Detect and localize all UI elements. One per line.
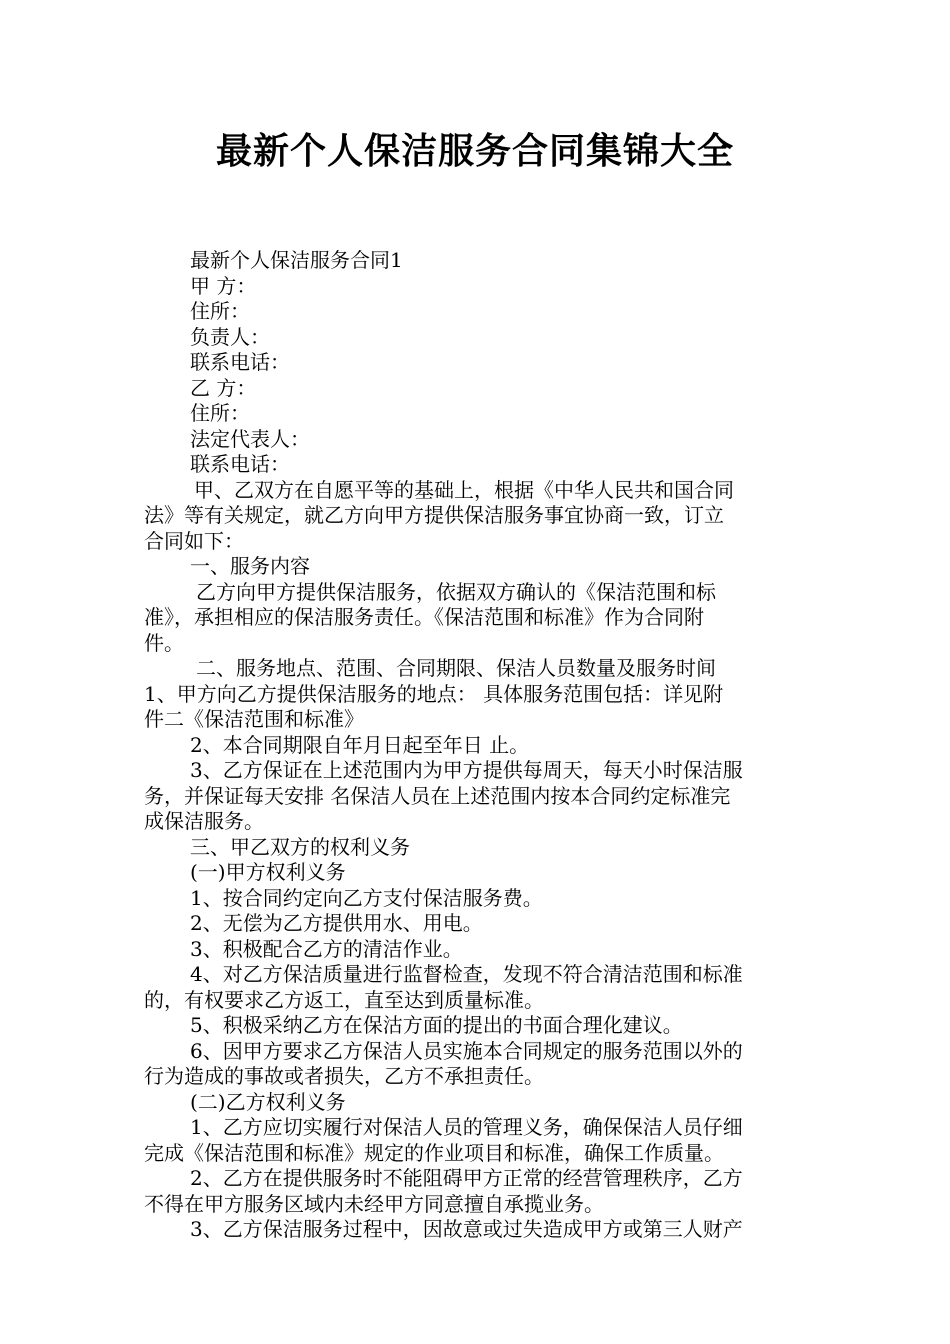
list-item: 3、乙方保洁服务过程中，因故意或过失造成甲方或第三人财产: [190, 1217, 743, 1241]
paragraph-line: 成保洁服务。: [144, 809, 264, 833]
paragraph-line: 乙方向甲方提供保洁服务，依据双方确认的《保洁范围和标: [196, 579, 716, 604]
document-title: 最新个人保洁服务合同集锦大全: [215, 131, 734, 172]
list-item: 4、对乙方保洁质量进行监督检查，发现不符合清洁范围和标准: [190, 962, 743, 986]
party-b-label: 乙 方：: [190, 375, 257, 400]
paragraph-line: 件二《保洁范围和标准》: [144, 707, 364, 731]
list-item-continuation: 的，有权要求乙方返工，直至达到质量标准。: [144, 987, 544, 1012]
party-a-responsible-label: 负责人：: [190, 324, 270, 349]
paragraph-line: 合同如下：: [144, 528, 244, 553]
paragraph-line: 务，并保证每天安排 名保洁人员在上述范围内按本合同约定标准完: [144, 783, 731, 808]
party-a-phone-label: 联系电话：: [190, 350, 290, 374]
document-body: [144, 248, 808, 1243]
contract-subtitle: 最新个人保洁服务合同1: [190, 248, 403, 272]
party-a-address-label: 住所：: [190, 299, 250, 323]
list-item: 1、乙方应切实履行对保洁人员的管理义务，确保保洁人员仔细: [190, 1115, 743, 1139]
list-item: 2、无偿为乙方提供用水、用电。: [190, 911, 483, 935]
list-item-continuation: 行为造成的事故或者损失，乙方不承担责任。: [144, 1064, 544, 1088]
party-b-address-label: 住所：: [190, 401, 250, 425]
party-b-phone-label: 联系电话：: [190, 452, 290, 476]
paragraph-line: 1、甲方向乙方提供保洁服务的地点： 具体服务范围包括：详见附: [144, 681, 724, 706]
paragraph-line: 准》，承担相应的保洁服务责任。《保洁范围和标准》作为合同附: [144, 605, 704, 629]
section-heading: 一、服务内容: [190, 554, 310, 578]
list-item: 1、按合同约定向乙方支付保洁服务费。: [190, 885, 543, 910]
list-item: 3、积极配合乙方的清洁作业。: [190, 936, 463, 961]
list-item-continuation: 完成《保洁范围和标准》规定的作业项目和标准，确保工作质量。: [144, 1140, 724, 1165]
section-heading: 三、甲乙双方的权利义务: [190, 834, 410, 859]
subsection-heading: (一)甲方权利义务: [190, 860, 346, 884]
party-a-label: 甲 方：: [190, 273, 257, 298]
paragraph-line: 法》等有关规定，就乙方向甲方提供保洁服务事宜协商一致，订立: [144, 503, 724, 527]
paragraph-line: 2、本合同期限自年月日起至年日 止。: [190, 732, 530, 757]
paragraph-line: 件。: [144, 630, 184, 655]
list-item: 2、乙方在提供服务时不能阻碍甲方正常的经营管理秩序，乙方: [190, 1166, 743, 1190]
subsection-heading: (二)乙方权利义务: [190, 1089, 346, 1114]
paragraph-line: 甲、乙双方在自愿平等的基础上，根据《中华人民共和国合同: [194, 477, 734, 502]
list-item-continuation: 不得在甲方服务区域内未经甲方同意擅自承揽业务。: [144, 1191, 604, 1216]
list-item: 6、因甲方要求乙方保洁人员实施本合同规定的服务范围以外的: [190, 1038, 743, 1063]
party-b-legal-rep-label: 法定代表人：: [190, 426, 310, 451]
list-item: 5、积极采纳乙方在保沽方面的提出的书面合理化建议。: [190, 1013, 683, 1037]
paragraph-line: 3、乙方保证在上述范围内为甲方提供每周天，每天小时保洁服: [190, 758, 743, 782]
section-heading: 二、服务地点、范围、合同期限、保洁人员数量及服务时间: [196, 656, 716, 680]
